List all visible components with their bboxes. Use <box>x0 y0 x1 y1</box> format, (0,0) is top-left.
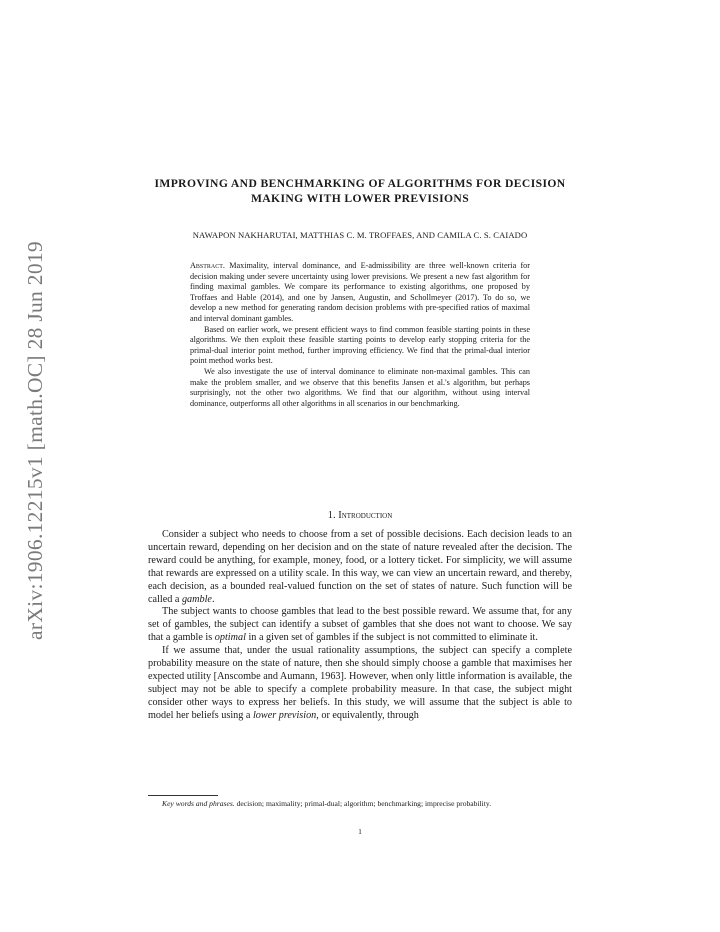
paragraph-text: in a given set of gambles if the subject is not committed to eliminate it. <box>245 632 538 644</box>
introduction-paragraph <box>148 606 572 645</box>
footnote-text: decision; maximality; primal-dual; algorithm; benchmarking; imprecise probability. <box>236 799 492 808</box>
footnote-divider <box>148 795 218 796</box>
abstract-paragraph: We also investigate the use of interval dominance to eliminate non-maximal gambles. This can make the problem smaller, and we observe that this benefits Jansen et al.'s algorithm, but perhaps surprisingly, not the other two algorithms. We find that our algorithm, without using interval dominance, outperforms all other algorithms in all scenarios in our benchmarking. <box>190 366 530 408</box>
introduction-paragraph <box>148 645 572 722</box>
emphasized-term: optimal <box>214 632 246 644</box>
paragraph-text: . <box>211 593 215 605</box>
paragraph-text: , or equivalently, through <box>316 709 419 721</box>
paragraph-text: The subject wants to choose gambles that lead to the best possible reward. We assume that, for any set of gambles, the subject can identify a subset of gambles that she does not want to choose. We say that a gamble is <box>148 606 572 644</box>
paper-title: IMPROVING AND BENCHMARKING OF ALGORITHMS FOR DECISION MAKING WITH LOWER PREVISIONS <box>154 177 566 205</box>
author-list: NAWAPON NAKHARUTAI, MATTHIAS C. M. TROFFAES, AND CAMILA C. S. CAIADO <box>192 230 528 240</box>
abstract-text: Maximality, interval dominance, and E-admissibility are three well-known criteria for decision making under severe uncertainty using lower previsions. We present a new fast algorithm for finding maximal gambles. We compare its performance to existing algorithms, one proposed by Troffaes and Hable (2014), and one by Jansen, Augustin, and Schollmeyer (2017). To do so, we develop a new method for generating random decision problems with pre-specified ratios of maximal and interval dominant gambles. <box>190 261 530 323</box>
paragraph-text: Consider a subject who needs to choose from a set of possible decisions. Each decision leads to an uncertain reward, depending on her decision and on the state of nature revealed after the decision. The reward could be anything, for example, money, food, or a lottery ticket. For simplicity, we will assume that rewards are expressed on a utility scale. In this way, we can view an uncertain reward, and thereby, each decision, as a bounded real-valued function on the set of states of nature. Such function will be called a <box>148 529 572 605</box>
introduction-paragraph <box>148 529 572 606</box>
emphasized-term: gamble <box>181 593 212 605</box>
page-number: 1 <box>358 827 362 836</box>
abstract-paragraph: Based on earlier work, we present efficient ways to find common feasible starting points in these algorithms. We then exploit these feasible starting points to develop early stopping criteria for the primal-dual interior point method, further improving efficiency. We find that the primal-dual interior point method works best. <box>190 324 530 366</box>
paragraph-text: If we assume that, under the usual rationality assumptions, the subject can specify a complete probability measure on the state of nature, then she should simply choose a gamble that maximises her expected utility [Anscombe and Aumann, 1963]. However, when only little information is available, the subject may not be able to specify a complete probability measure. In that case, the subject might consider other ways to express her beliefs. In this study, we will assume that the subject is able to model her beliefs using a <box>148 645 572 721</box>
abstract <box>190 261 530 409</box>
arxiv-identifier-text: arXiv:1906.12215v1 [math.OC] 28 Jun 2019 <box>22 240 47 640</box>
footnote <box>148 799 572 809</box>
arxiv-identifier-stamp <box>22 235 48 645</box>
abstract-label: Abstract. <box>190 261 225 270</box>
footnote-paragraph <box>148 799 572 809</box>
abstract-paragraph <box>190 261 530 325</box>
footnote-label: Key words and phrases. <box>162 799 235 808</box>
section-heading-introduction: 1. Introduction <box>327 510 393 521</box>
introduction-body <box>148 529 572 723</box>
emphasized-term: lower prevision <box>252 709 317 721</box>
